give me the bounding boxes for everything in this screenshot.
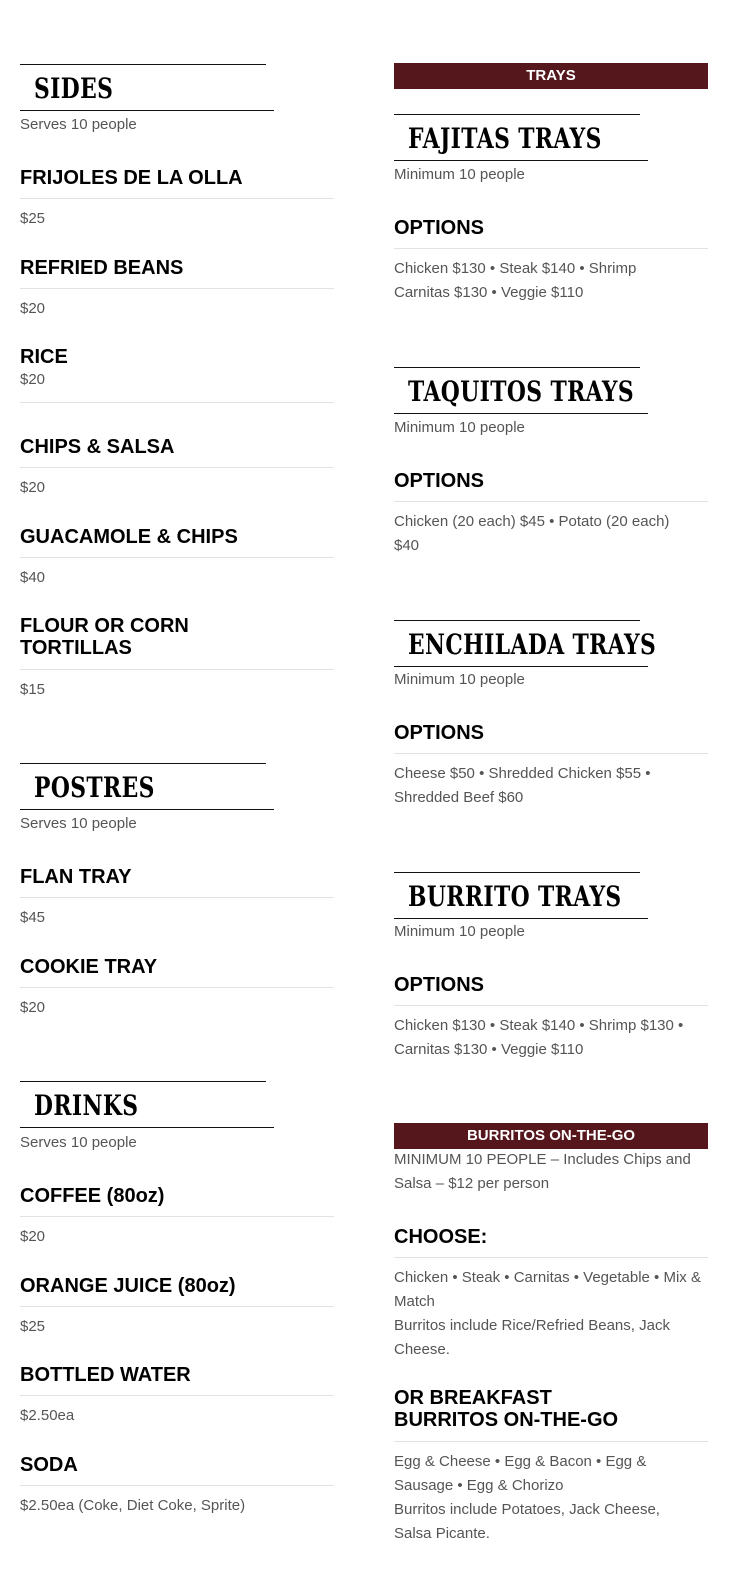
divider	[20, 467, 334, 468]
burrito-options: Chicken $130 • Steak $140 • Shrimp $130 • Carnitas $130 • Veggie $110	[394, 1017, 684, 1058]
heading-rule-top	[394, 114, 640, 115]
divider	[20, 557, 334, 558]
menu-item-name: SODA	[20, 1454, 78, 1476]
enchilada-subtitle: Minimum 10 people	[394, 671, 525, 688]
postres-subtitle: Serves 10 people	[20, 815, 137, 832]
divider	[20, 288, 334, 289]
heading-rule-top	[394, 872, 640, 873]
divider	[394, 1257, 708, 1258]
divider	[20, 1485, 334, 1486]
burritos-on-the-go-banner: BURRITOS ON-THE-GO	[394, 1123, 708, 1149]
heading-rule-bottom	[394, 666, 648, 667]
menu-item-name: BOTTLED WATER	[20, 1364, 191, 1386]
sides-heading	[20, 64, 274, 112]
menu-item-price: $25	[20, 210, 46, 227]
menu-item-price: $25	[20, 1318, 46, 1335]
menu-item-name: ORANGE JUICE (80oz)	[20, 1275, 236, 1297]
menu-item-name: COFFEE (80oz)	[20, 1185, 165, 1207]
heading-rule-top	[20, 1081, 266, 1082]
divider	[394, 248, 708, 249]
fajitas-subtitle: Minimum 10 people	[394, 166, 525, 183]
taquitos-options: Chicken (20 each) $45 • Potato (20 each) $40	[394, 513, 670, 554]
options-label: OPTIONS	[394, 217, 485, 239]
burrito-heading	[394, 872, 648, 920]
burrito-title: BURRITO TRAYS	[408, 880, 622, 913]
heading-rule-top	[20, 64, 266, 65]
options-label: OPTIONS	[394, 974, 485, 996]
menu-item-price: $40	[20, 569, 46, 586]
breakfast-options: Egg & Cheese • Egg & Bacon • Egg & Sausage • Egg & Chorizo	[394, 1453, 647, 1494]
menu-item-price: $20	[20, 300, 46, 317]
heading-rule-bottom	[20, 1127, 274, 1128]
divider	[394, 501, 708, 502]
menu-item-price: $2.50ea (Coke, Diet Coke, Sprite)	[20, 1497, 246, 1514]
breakfast-note: Burritos include Potatoes, Jack Cheese, Salsa Picante.	[394, 1501, 660, 1542]
taquitos-heading	[394, 367, 648, 415]
heading-rule-top	[20, 763, 266, 764]
menu-item-name: GUACAMOLE & CHIPS	[20, 526, 238, 548]
postres-heading	[20, 763, 274, 811]
choose-note: Burritos include Rice/Refried Beans, Jack Cheese.	[394, 1317, 670, 1358]
enchilada-options: Cheese $50 • Shredded Chicken $55 • Shredded Beef $60	[394, 765, 651, 806]
options-label: OPTIONS	[394, 470, 485, 492]
heading-rule-bottom	[394, 160, 648, 161]
burrito-subtitle: Minimum 10 people	[394, 923, 525, 940]
heading-rule-top	[394, 620, 640, 621]
heading-rule-bottom	[394, 413, 648, 414]
fajitas-heading	[394, 114, 648, 162]
menu-item-name: FRIJOLES DE LA OLLA	[20, 167, 243, 189]
divider	[20, 897, 334, 898]
divider	[20, 669, 334, 670]
heading-rule-top	[394, 367, 640, 368]
divider	[20, 1306, 334, 1307]
options-label: OPTIONS	[394, 722, 485, 744]
menu-item-name: RICE	[20, 346, 68, 368]
menu-item-price: $45	[20, 909, 46, 926]
enchilada-heading	[394, 620, 657, 668]
divider	[394, 753, 708, 754]
choose-label: CHOOSE:	[394, 1226, 488, 1248]
drinks-title: DRINKS	[34, 1089, 139, 1122]
choose-options: Chicken • Steak • Carnitas • Vegetable • Mix & Match	[394, 1269, 701, 1310]
burritos-intro: MINIMUM 10 PEOPLE – Includes Chips and Salsa – $12 per person	[394, 1151, 691, 1192]
menu-item-price: $20	[20, 999, 46, 1016]
menu-item-name: FLOUR OR CORN TORTILLAS	[20, 615, 189, 659]
heading-rule-bottom	[394, 918, 648, 919]
menu-item-name: FLAN TRAY	[20, 866, 132, 888]
divider	[20, 198, 334, 199]
divider	[20, 1395, 334, 1396]
drinks-heading	[20, 1081, 274, 1129]
postres-title: POSTRES	[34, 771, 155, 804]
menu-item-name: COOKIE TRAY	[20, 956, 158, 978]
taquitos-title: TAQUITOS TRAYS	[408, 375, 635, 408]
menu-item-price: $20	[20, 371, 46, 388]
heading-rule-bottom	[20, 809, 274, 810]
menu-item-price: $20	[20, 479, 46, 496]
divider	[20, 987, 334, 988]
drinks-subtitle: Serves 10 people	[20, 1134, 137, 1151]
divider	[20, 1216, 334, 1217]
fajitas-options: Chicken $130 • Steak $140 • Shrimp Carnitas $130 • Veggie $110	[394, 260, 637, 301]
sides-subtitle: Serves 10 people	[20, 116, 137, 133]
menu-item-name: REFRIED BEANS	[20, 257, 184, 279]
enchilada-title: ENCHILADA TRAYS	[408, 628, 657, 661]
divider	[394, 1441, 708, 1442]
menu-item-name: CHIPS & SALSA	[20, 436, 175, 458]
divider	[394, 1005, 708, 1006]
taquitos-subtitle: Minimum 10 people	[394, 419, 525, 436]
menu-item-price: $2.50ea	[20, 1407, 75, 1424]
menu-item-price: $20	[20, 1228, 46, 1245]
trays-banner: TRAYS	[394, 63, 708, 89]
menu-item-price: $15	[20, 681, 46, 698]
heading-rule-bottom	[20, 110, 274, 111]
divider	[20, 402, 334, 403]
sides-title: SIDES	[34, 72, 114, 105]
breakfast-label: OR BREAKFAST BURRITOS ON-THE-GO	[394, 1387, 619, 1431]
fajitas-title: FAJITAS TRAYS	[408, 122, 602, 155]
